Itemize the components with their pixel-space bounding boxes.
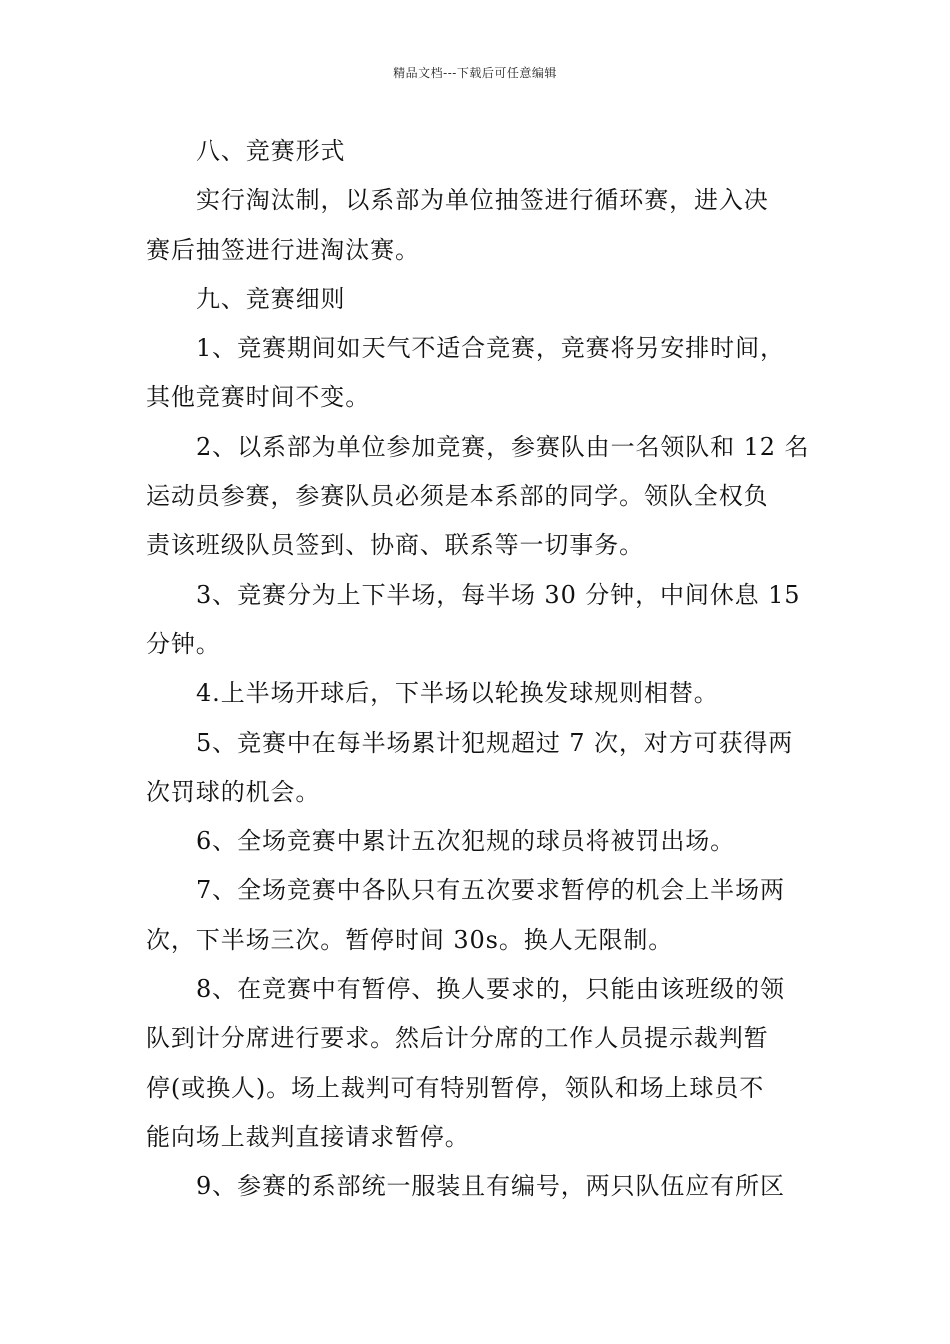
text-line: 队到计分席进行要求。然后计分席的工作人员提示裁判暂 [146, 1024, 769, 1053]
section-heading-8 [146, 127, 808, 176]
rule-item-4 [146, 669, 808, 718]
text-line: 5、竞赛中在每半场累计犯规超过 7 次，对方可获得两 [196, 728, 794, 757]
text-line: 运动员参赛，参赛队员必须是本系部的同学。领队全权负 [146, 482, 769, 511]
text-line: 6、全场竞赛中累计五次犯规的球员将被罚出场。 [196, 827, 736, 856]
text-line: 8、在竞赛中有暂停、换人要求的，只能由该班级的领 [196, 975, 785, 1004]
text-line: 实行淘汰制，以系部为单位抽签进行循环赛，进入决 [196, 186, 769, 215]
text-line: 赛后抽签进行进淘汰赛。 [146, 235, 420, 264]
text-line: 次，下半场三次。暂停时间 30s。换人无限制。 [146, 925, 674, 954]
text-line: 停(或换人)。场上裁判可有特别暂停，领队和场上球员不 [146, 1073, 765, 1102]
text-line: 7、全场竞赛中各队只有五次要求暂停的机会上半场两 [196, 876, 785, 905]
text-line: 其他竞赛时间不变。 [146, 383, 371, 412]
rule-item-5 [146, 719, 808, 818]
text-line: 能向场上裁判直接请求暂停。 [146, 1122, 470, 1151]
rule-item-8 [146, 965, 808, 1162]
text-line: 九、竞赛细则 [196, 284, 346, 313]
document-body [146, 127, 808, 1212]
text-line: 分钟。 [146, 629, 221, 658]
rule-item-9 [146, 1162, 808, 1211]
text-line: 4.上半场开球后，下半场以轮换发球规则相替。 [196, 679, 719, 708]
text-line: 八、竞赛形式 [196, 137, 346, 165]
text-line: 1、竞赛期间如天气不适合竞赛，竞赛将另安排时间， [196, 334, 785, 363]
text-line: 2、以系部为单位参加竞赛，参赛队由一名领队和 12 名 [196, 432, 810, 461]
rule-item-1 [146, 324, 808, 423]
rule-item-6 [146, 817, 808, 866]
text-line: 9、参赛的系部统一服装且有编号，两只队伍应有所区 [196, 1172, 785, 1201]
text-line: 次罚球的机会。 [146, 777, 321, 806]
text-line: 3、竞赛分为上下半场，每半场 30 分钟，中间休息 15 [196, 580, 801, 609]
text-line: 责该班级队员签到、协商、联系等一切事务。 [146, 531, 644, 560]
paragraph [146, 176, 808, 275]
rule-item-2 [146, 423, 808, 571]
section-heading-9 [146, 275, 808, 324]
rule-item-7 [146, 866, 808, 965]
page-header: 精品文档---下载后可任意编辑 [393, 66, 557, 80]
rule-item-3 [146, 571, 808, 670]
